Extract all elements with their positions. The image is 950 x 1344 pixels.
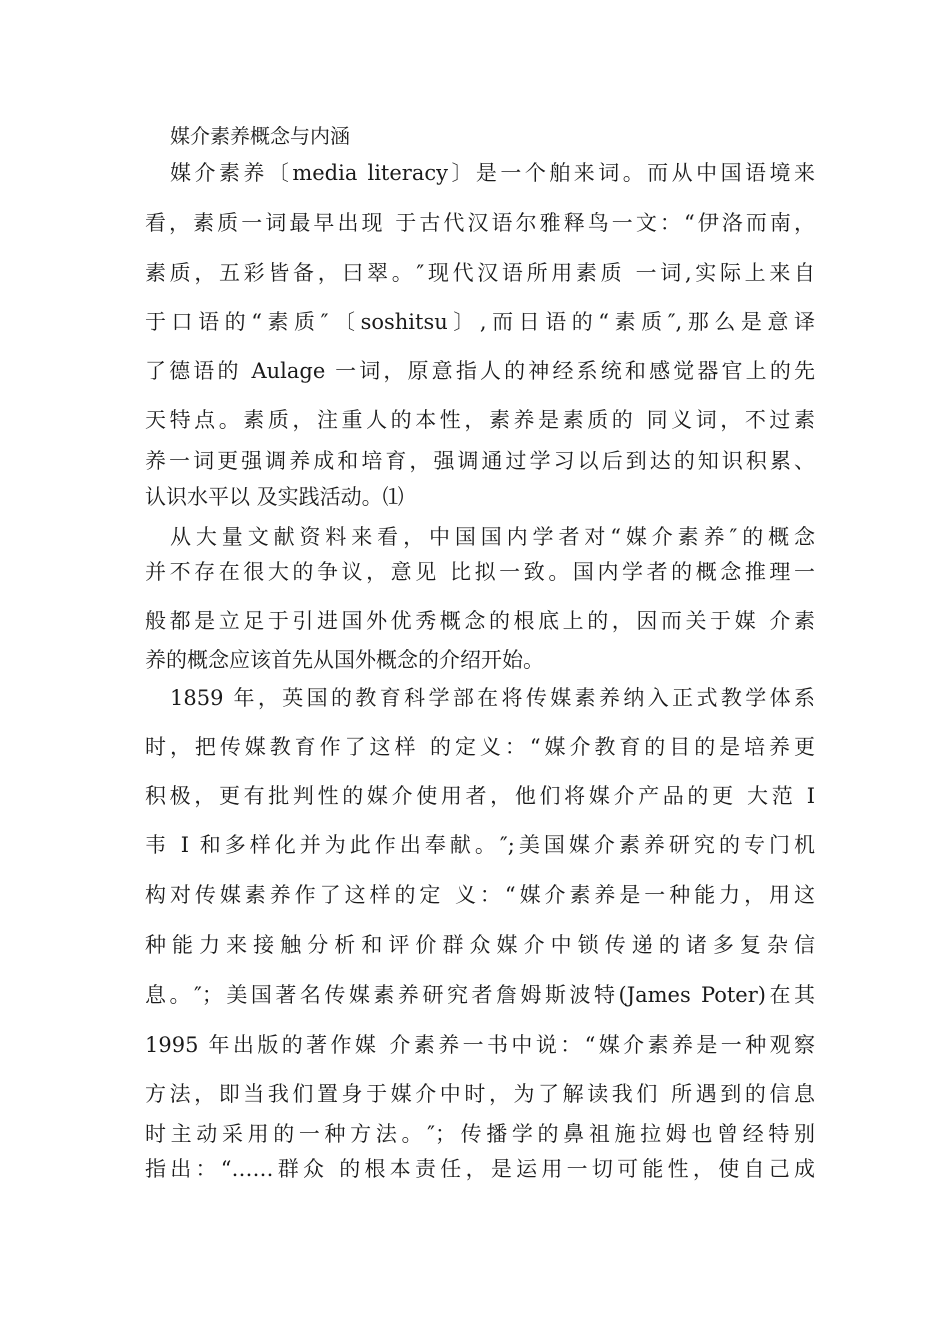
text-line: 积极，更有批判性的媒介使用者，他们将媒介产品的更 大范 I <box>145 784 815 808</box>
text-line: 般都是立足于引进国外优秀概念的根底上的，因而关于媒 介素 <box>145 609 815 633</box>
text-line: 养一词更强调养成和培育，强调通过学习以后到达的知识积累、 <box>145 449 815 473</box>
text-line: 1859 年，英国的教育科学部在将传媒素养纳入正式教学体系 <box>170 686 815 710</box>
text-line: 了德语的 Aulage 一词，原意指人的神经系统和感觉器官上的先 <box>145 359 815 383</box>
text-line: 看，素质一词最早出现 于古代汉语尔雅释鸟一文：“伊洛而南， <box>145 211 815 235</box>
text-line: 种能力来接触分析和评价群众媒介中锁传递的诸多复杂信 <box>145 933 815 957</box>
text-line: 韦 I 和多样化并为此作出奉献。″;美国媒介素养研究的专门机 <box>145 833 815 857</box>
text-line: 方法，即当我们置身于媒介中时，为了解读我们 所遇到的信息 <box>145 1082 815 1106</box>
text-line: 从大量文献资料来看，中国国内学者对“媒介素养″的概念 <box>170 525 815 549</box>
document-title: 媒介素养概念与内涵 <box>170 124 350 148</box>
text-line: 认识水平以 及实践活动。⑴ <box>145 485 404 509</box>
text-line: 媒介素养〔media literacy〕是一个舶来词。而从中国语境来 <box>170 161 815 185</box>
text-line: 并不存在很大的争议，意见 比拟一致。国内学者的概念推理一 <box>145 560 815 584</box>
text-line: 构对传媒素养作了这样的定 义：“媒介素养是一种能力，用这 <box>145 883 815 907</box>
text-line: 时主动采用的一种方法。″；传播学的鼻祖施拉姆也曾经特别 <box>145 1122 815 1146</box>
text-line: 于口语的“素质″〔soshitsu〕,而日语的“素质″,那么是意译 <box>145 310 815 334</box>
text-line: 1995 年出版的著作媒 介素养一书中说：“媒介素养是一种观察 <box>145 1033 815 1057</box>
text-line: 指出：“……群众 的根本责任，是运用一切可能性，使自己成 <box>145 1157 815 1181</box>
text-line: 素质，五彩皆备，曰翠。″现代汉语所用素质 一词,实际上来自 <box>145 261 815 285</box>
text-line: 天特点。素质，注重人的本性，素养是素质的 同义词，不过素 <box>145 408 815 432</box>
text-line: 养的概念应该首先从国外概念的介绍开始。 <box>145 648 544 672</box>
text-line: 息。″；美国著名传媒素养研究者詹姆斯波特(James Poter)在其 <box>145 983 815 1007</box>
text-line: 时，把传媒教育作了这样 的定义：“媒介教育的目的是培养更 <box>145 735 815 759</box>
